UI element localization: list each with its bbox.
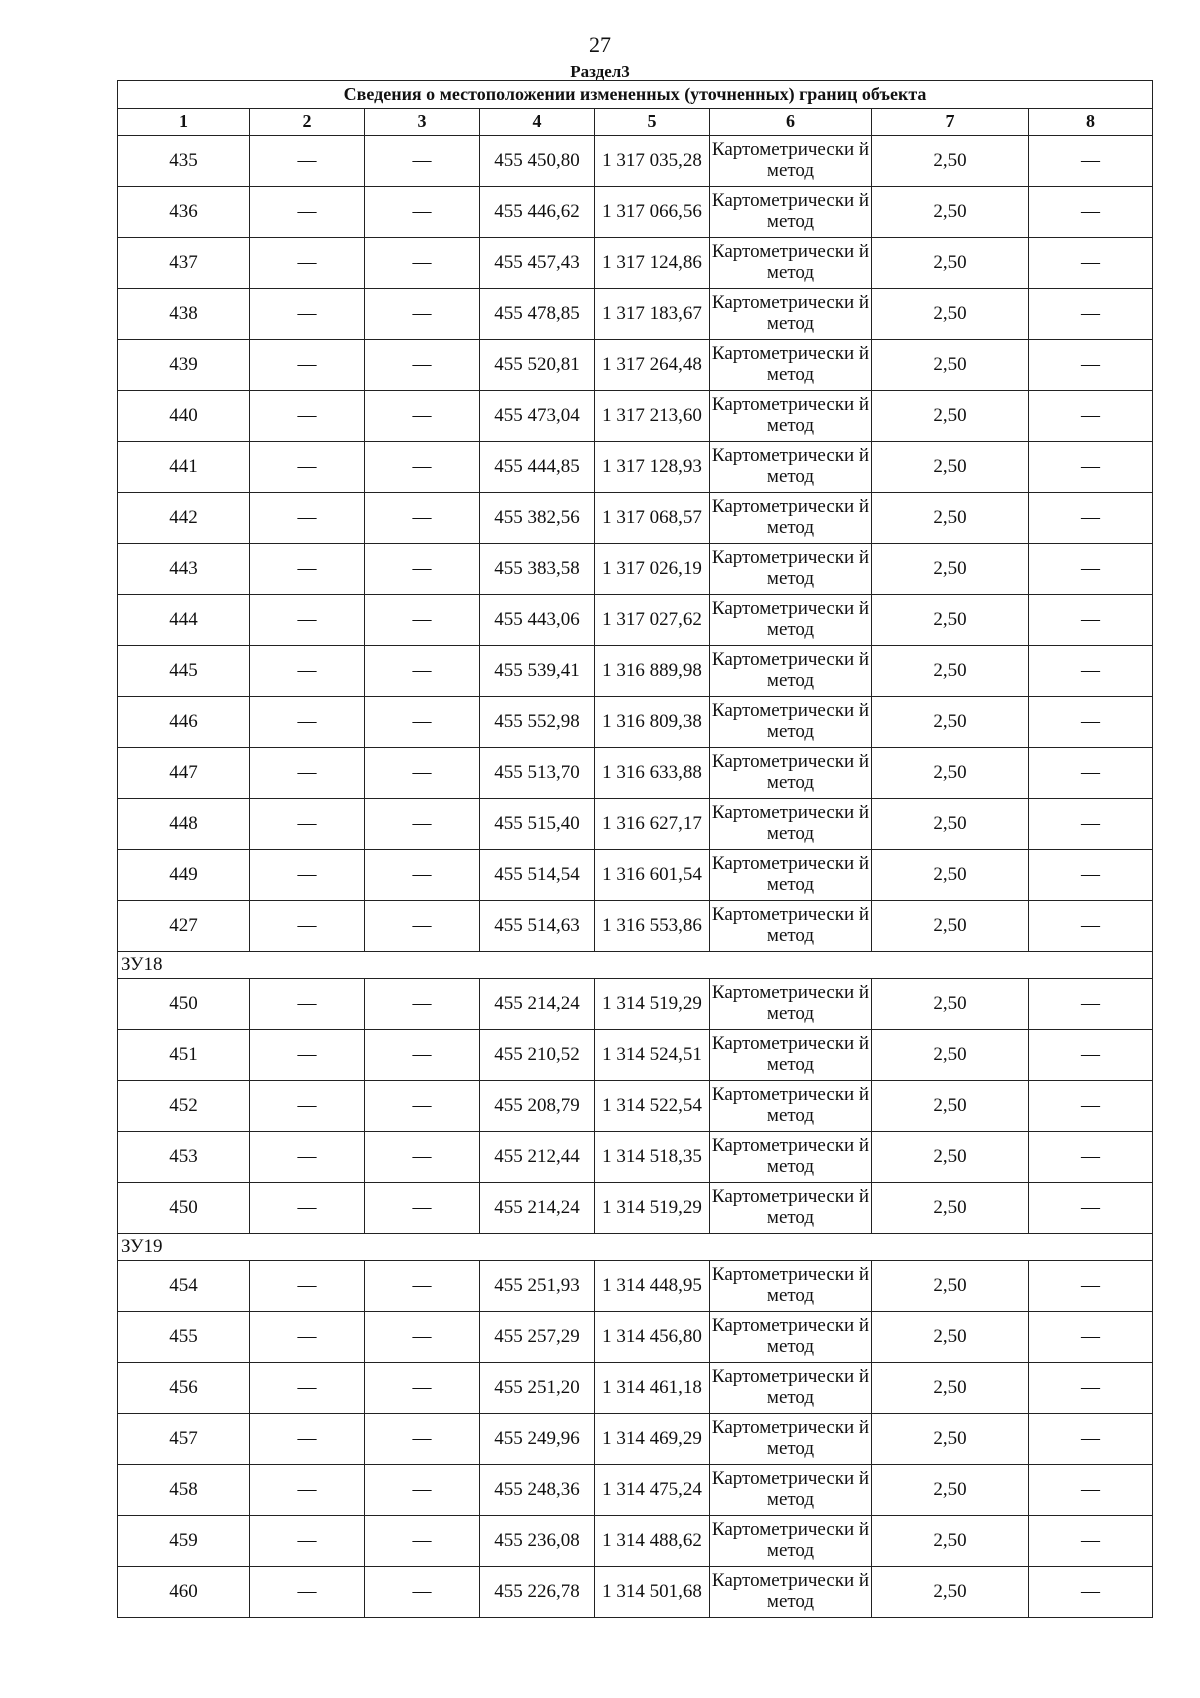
table-row — [118, 238, 1153, 289]
y-coordinate-cell: 1 317 124,86 — [595, 238, 710, 289]
point-number-cell: 435 — [118, 136, 250, 187]
point-number-cell: 457 — [118, 1414, 250, 1465]
point-number-cell: 436 — [118, 187, 250, 238]
col3-cell: — — [365, 391, 480, 442]
y-coordinate-cell: 1 316 889,98 — [595, 646, 710, 697]
method-cell: Картометрически й метод — [710, 748, 872, 799]
col3-cell: — — [365, 1030, 480, 1081]
section-title: Раздел3 — [570, 62, 630, 81]
x-coordinate-cell: 455 478,85 — [480, 289, 595, 340]
method-cell: Картометрически й метод — [710, 1567, 872, 1618]
group-label: ЗУ18 — [118, 952, 1153, 979]
point-number-cell: 458 — [118, 1465, 250, 1516]
col8-cell: — — [1029, 391, 1153, 442]
col3-cell: — — [365, 1567, 480, 1618]
col2-cell: — — [250, 850, 365, 901]
table-row — [118, 1261, 1153, 1312]
y-coordinate-cell: 1 314 519,29 — [595, 979, 710, 1030]
table-row — [118, 289, 1153, 340]
point-number-cell: 440 — [118, 391, 250, 442]
col3-cell: — — [365, 799, 480, 850]
precision-cell: 2,50 — [872, 1312, 1029, 1363]
table-row — [118, 1516, 1153, 1567]
y-coordinate-cell: 1 317 128,93 — [595, 442, 710, 493]
table-row — [118, 1567, 1153, 1618]
column-number-row — [118, 109, 1153, 136]
col3-cell: — — [365, 1132, 480, 1183]
method-cell: Картометрически й метод — [710, 1414, 872, 1465]
precision-cell: 2,50 — [872, 1465, 1029, 1516]
col2-cell: — — [250, 595, 365, 646]
table-row — [118, 493, 1153, 544]
col3-cell: — — [365, 697, 480, 748]
x-coordinate-cell: 455 443,06 — [480, 595, 595, 646]
col2-cell: — — [250, 1081, 365, 1132]
table-row — [118, 901, 1153, 952]
col3-cell: — — [365, 595, 480, 646]
method-cell: Картометрически й метод — [710, 1312, 872, 1363]
method-cell: Картометрически й метод — [710, 187, 872, 238]
col3-cell: — — [365, 187, 480, 238]
y-coordinate-cell: 1 314 448,95 — [595, 1261, 710, 1312]
table-row — [118, 544, 1153, 595]
group-label: ЗУ19 — [118, 1234, 1153, 1261]
table-row — [118, 442, 1153, 493]
y-coordinate-cell: 1 317 213,60 — [595, 391, 710, 442]
col8-cell: — — [1029, 1312, 1153, 1363]
col3-cell: — — [365, 136, 480, 187]
col2-cell: — — [250, 493, 365, 544]
table-row — [118, 187, 1153, 238]
point-number-cell: 448 — [118, 799, 250, 850]
y-coordinate-cell: 1 314 475,24 — [595, 1465, 710, 1516]
point-number-cell: 456 — [118, 1363, 250, 1414]
x-coordinate-cell: 455 514,63 — [480, 901, 595, 952]
precision-cell: 2,50 — [872, 1132, 1029, 1183]
method-cell: Картометрически й метод — [710, 901, 872, 952]
method-cell: Картометрически й метод — [710, 1516, 872, 1567]
precision-cell: 2,50 — [872, 799, 1029, 850]
col2-cell: — — [250, 646, 365, 697]
point-number-cell: 441 — [118, 442, 250, 493]
method-cell: Картометрически й метод — [710, 1363, 872, 1414]
y-coordinate-cell: 1 317 068,57 — [595, 493, 710, 544]
group-header-row — [118, 1234, 1153, 1261]
point-number-cell: 443 — [118, 544, 250, 595]
precision-cell: 2,50 — [872, 748, 1029, 799]
y-coordinate-cell: 1 314 456,80 — [595, 1312, 710, 1363]
table-row — [118, 697, 1153, 748]
method-cell: Картометрически й метод — [710, 1081, 872, 1132]
table-row — [118, 1081, 1153, 1132]
col3-cell: — — [365, 289, 480, 340]
col8-cell: — — [1029, 799, 1153, 850]
precision-cell: 2,50 — [872, 493, 1029, 544]
point-number-cell: 452 — [118, 1081, 250, 1132]
precision-cell: 2,50 — [872, 1081, 1029, 1132]
col3-cell: — — [365, 1414, 480, 1465]
y-coordinate-cell: 1 317 066,56 — [595, 187, 710, 238]
x-coordinate-cell: 455 214,24 — [480, 1183, 595, 1234]
col8-cell: — — [1029, 697, 1153, 748]
method-cell: Картометрически й метод — [710, 979, 872, 1030]
table-row — [118, 1030, 1153, 1081]
col8-cell: — — [1029, 1081, 1153, 1132]
point-number-cell: 438 — [118, 289, 250, 340]
table-row — [118, 748, 1153, 799]
precision-cell: 2,50 — [872, 901, 1029, 952]
y-coordinate-cell: 1 314 501,68 — [595, 1567, 710, 1618]
x-coordinate-cell: 455 457,43 — [480, 238, 595, 289]
col2-cell: — — [250, 1030, 365, 1081]
column-number: 6 — [710, 109, 872, 136]
method-cell: Картометрически й метод — [710, 442, 872, 493]
col2-cell: — — [250, 391, 365, 442]
col8-cell: — — [1029, 136, 1153, 187]
point-number-cell: 427 — [118, 901, 250, 952]
method-cell: Картометрически й метод — [710, 595, 872, 646]
point-number-cell: 445 — [118, 646, 250, 697]
col8-cell: — — [1029, 289, 1153, 340]
method-cell: Картометрически й метод — [710, 850, 872, 901]
y-coordinate-cell: 1 316 601,54 — [595, 850, 710, 901]
y-coordinate-cell: 1 314 518,35 — [595, 1132, 710, 1183]
col8-cell: — — [1029, 850, 1153, 901]
method-cell: Картометрически й метод — [710, 340, 872, 391]
x-coordinate-cell: 455 473,04 — [480, 391, 595, 442]
point-number-cell: 447 — [118, 748, 250, 799]
col2-cell: — — [250, 799, 365, 850]
col2-cell: — — [250, 136, 365, 187]
y-coordinate-cell: 1 317 035,28 — [595, 136, 710, 187]
table-row — [118, 1363, 1153, 1414]
col2-cell: — — [250, 1363, 365, 1414]
col2-cell: — — [250, 442, 365, 493]
col8-cell: — — [1029, 1516, 1153, 1567]
y-coordinate-cell: 1 316 633,88 — [595, 748, 710, 799]
y-coordinate-cell: 1 314 524,51 — [595, 1030, 710, 1081]
method-cell: Картометрически й метод — [710, 1261, 872, 1312]
col8-cell: — — [1029, 646, 1153, 697]
method-cell: Картометрически й метод — [710, 289, 872, 340]
x-coordinate-cell: 455 226,78 — [480, 1567, 595, 1618]
column-number: 2 — [250, 109, 365, 136]
col8-cell: — — [1029, 493, 1153, 544]
y-coordinate-cell: 1 317 026,19 — [595, 544, 710, 595]
col8-cell: — — [1029, 1261, 1153, 1312]
x-coordinate-cell: 455 249,96 — [480, 1414, 595, 1465]
precision-cell: 2,50 — [872, 340, 1029, 391]
col8-cell: — — [1029, 187, 1153, 238]
x-coordinate-cell: 455 382,56 — [480, 493, 595, 544]
precision-cell: 2,50 — [872, 1414, 1029, 1465]
col8-cell: — — [1029, 1363, 1153, 1414]
table-row — [118, 1132, 1153, 1183]
y-coordinate-cell: 1 316 627,17 — [595, 799, 710, 850]
table-row — [118, 799, 1153, 850]
method-cell: Картометрически й метод — [710, 1183, 872, 1234]
table-row — [118, 391, 1153, 442]
precision-cell: 2,50 — [872, 595, 1029, 646]
precision-cell: 2,50 — [872, 187, 1029, 238]
precision-cell: 2,50 — [872, 646, 1029, 697]
col8-cell: — — [1029, 748, 1153, 799]
col3-cell: — — [365, 748, 480, 799]
point-number-cell: 442 — [118, 493, 250, 544]
precision-cell: 2,50 — [872, 238, 1029, 289]
precision-cell: 2,50 — [872, 850, 1029, 901]
col2-cell: — — [250, 901, 365, 952]
point-number-cell: 444 — [118, 595, 250, 646]
col3-cell: — — [365, 1465, 480, 1516]
method-cell: Картометрически й метод — [710, 697, 872, 748]
col8-cell: — — [1029, 442, 1153, 493]
point-number-cell: 451 — [118, 1030, 250, 1081]
method-cell: Картометрически й метод — [710, 799, 872, 850]
col8-cell: — — [1029, 1030, 1153, 1081]
col8-cell: — — [1029, 1567, 1153, 1618]
precision-cell: 2,50 — [872, 289, 1029, 340]
precision-cell: 2,50 — [872, 442, 1029, 493]
column-number: 3 — [365, 109, 480, 136]
x-coordinate-cell: 455 236,08 — [480, 1516, 595, 1567]
col3-cell: — — [365, 1312, 480, 1363]
precision-cell: 2,50 — [872, 1183, 1029, 1234]
method-cell: Картометрически й метод — [710, 544, 872, 595]
table-row — [118, 646, 1153, 697]
point-number-cell: 437 — [118, 238, 250, 289]
col3-cell: — — [365, 340, 480, 391]
x-coordinate-cell: 455 251,20 — [480, 1363, 595, 1414]
col3-cell: — — [365, 493, 480, 544]
table-row — [118, 850, 1153, 901]
col3-cell: — — [365, 1363, 480, 1414]
column-number: 5 — [595, 109, 710, 136]
x-coordinate-cell: 455 248,36 — [480, 1465, 595, 1516]
x-coordinate-cell: 455 214,24 — [480, 979, 595, 1030]
col8-cell: — — [1029, 1465, 1153, 1516]
point-number-cell: 459 — [118, 1516, 250, 1567]
col2-cell: — — [250, 544, 365, 595]
x-coordinate-cell: 455 208,79 — [480, 1081, 595, 1132]
x-coordinate-cell: 455 251,93 — [480, 1261, 595, 1312]
table-row — [118, 595, 1153, 646]
y-coordinate-cell: 1 314 488,62 — [595, 1516, 710, 1567]
col2-cell: — — [250, 697, 365, 748]
col2-cell: — — [250, 238, 365, 289]
precision-cell: 2,50 — [872, 1363, 1029, 1414]
point-number-cell: 453 — [118, 1132, 250, 1183]
x-coordinate-cell: 455 210,52 — [480, 1030, 595, 1081]
col3-cell: — — [365, 544, 480, 595]
y-coordinate-cell: 1 314 522,54 — [595, 1081, 710, 1132]
col8-cell: — — [1029, 979, 1153, 1030]
col2-cell: — — [250, 289, 365, 340]
precision-cell: 2,50 — [872, 391, 1029, 442]
point-number-cell: 460 — [118, 1567, 250, 1618]
col2-cell: — — [250, 1312, 365, 1363]
y-coordinate-cell: 1 314 469,29 — [595, 1414, 710, 1465]
point-number-cell: 446 — [118, 697, 250, 748]
y-coordinate-cell: 1 317 027,62 — [595, 595, 710, 646]
col3-cell: — — [365, 442, 480, 493]
method-cell: Картометрически й метод — [710, 646, 872, 697]
column-number: 4 — [480, 109, 595, 136]
col3-cell: — — [365, 1516, 480, 1567]
table-row — [118, 979, 1153, 1030]
point-number-cell: 439 — [118, 340, 250, 391]
y-coordinate-cell: 1 314 461,18 — [595, 1363, 710, 1414]
point-number-cell: 455 — [118, 1312, 250, 1363]
col2-cell: — — [250, 1465, 365, 1516]
method-cell: Картометрически й метод — [710, 136, 872, 187]
x-coordinate-cell: 455 514,54 — [480, 850, 595, 901]
col2-cell: — — [250, 1414, 365, 1465]
col8-cell: — — [1029, 340, 1153, 391]
col2-cell: — — [250, 748, 365, 799]
col8-cell: — — [1029, 1414, 1153, 1465]
col3-cell: — — [365, 1081, 480, 1132]
precision-cell: 2,50 — [872, 697, 1029, 748]
x-coordinate-cell: 455 212,44 — [480, 1132, 595, 1183]
column-number: 7 — [872, 109, 1029, 136]
precision-cell: 2,50 — [872, 136, 1029, 187]
group-header-row — [118, 952, 1153, 979]
x-coordinate-cell: 455 383,58 — [480, 544, 595, 595]
point-number-cell: 454 — [118, 1261, 250, 1312]
precision-cell: 2,50 — [872, 1516, 1029, 1567]
method-cell: Картометрически й метод — [710, 391, 872, 442]
y-coordinate-cell: 1 316 553,86 — [595, 901, 710, 952]
col8-cell: — — [1029, 1183, 1153, 1234]
precision-cell: 2,50 — [872, 1030, 1029, 1081]
x-coordinate-cell: 455 539,41 — [480, 646, 595, 697]
col3-cell: — — [365, 1183, 480, 1234]
boundary-coordinates-table — [117, 80, 1153, 1618]
page-number: 27 — [589, 32, 611, 57]
column-number: 1 — [118, 109, 250, 136]
col2-cell: — — [250, 1132, 365, 1183]
col8-cell: — — [1029, 544, 1153, 595]
x-coordinate-cell: 455 444,85 — [480, 442, 595, 493]
table-row — [118, 1183, 1153, 1234]
x-coordinate-cell: 455 520,81 — [480, 340, 595, 391]
col3-cell: — — [365, 238, 480, 289]
precision-cell: 2,50 — [872, 1567, 1029, 1618]
y-coordinate-cell: 1 314 519,29 — [595, 1183, 710, 1234]
x-coordinate-cell: 455 446,62 — [480, 187, 595, 238]
col2-cell: — — [250, 979, 365, 1030]
col3-cell: — — [365, 901, 480, 952]
x-coordinate-cell: 455 515,40 — [480, 799, 595, 850]
col8-cell: — — [1029, 1132, 1153, 1183]
x-coordinate-cell: 455 450,80 — [480, 136, 595, 187]
x-coordinate-cell: 455 513,70 — [480, 748, 595, 799]
col2-cell: — — [250, 187, 365, 238]
point-number-cell: 450 — [118, 1183, 250, 1234]
point-number-cell: 450 — [118, 979, 250, 1030]
y-coordinate-cell: 1 317 264,48 — [595, 340, 710, 391]
table-row — [118, 136, 1153, 187]
x-coordinate-cell: 455 552,98 — [480, 697, 595, 748]
table-caption: Сведения о местоположении измененных (уточненных) границ объекта — [118, 81, 1153, 109]
column-number: 8 — [1029, 109, 1153, 136]
table-row — [118, 1414, 1153, 1465]
method-cell: Картометрически й метод — [710, 1132, 872, 1183]
col2-cell: — — [250, 1183, 365, 1234]
col3-cell: — — [365, 646, 480, 697]
point-number-cell: 449 — [118, 850, 250, 901]
col2-cell: — — [250, 1516, 365, 1567]
table-row — [118, 340, 1153, 391]
col3-cell: — — [365, 850, 480, 901]
method-cell: Картометрически й метод — [710, 238, 872, 289]
x-coordinate-cell: 455 257,29 — [480, 1312, 595, 1363]
precision-cell: 2,50 — [872, 544, 1029, 595]
col2-cell: — — [250, 1261, 365, 1312]
col8-cell: — — [1029, 238, 1153, 289]
col8-cell: — — [1029, 901, 1153, 952]
precision-cell: 2,50 — [872, 979, 1029, 1030]
col3-cell: — — [365, 979, 480, 1030]
col3-cell: — — [365, 1261, 480, 1312]
table-row — [118, 1465, 1153, 1516]
method-cell: Картометрически й метод — [710, 1465, 872, 1516]
col2-cell: — — [250, 1567, 365, 1618]
method-cell: Картометрически й метод — [710, 1030, 872, 1081]
precision-cell: 2,50 — [872, 1261, 1029, 1312]
method-cell: Картометрически й метод — [710, 493, 872, 544]
y-coordinate-cell: 1 316 809,38 — [595, 697, 710, 748]
y-coordinate-cell: 1 317 183,67 — [595, 289, 710, 340]
col2-cell: — — [250, 340, 365, 391]
col8-cell: — — [1029, 595, 1153, 646]
table-row — [118, 1312, 1153, 1363]
